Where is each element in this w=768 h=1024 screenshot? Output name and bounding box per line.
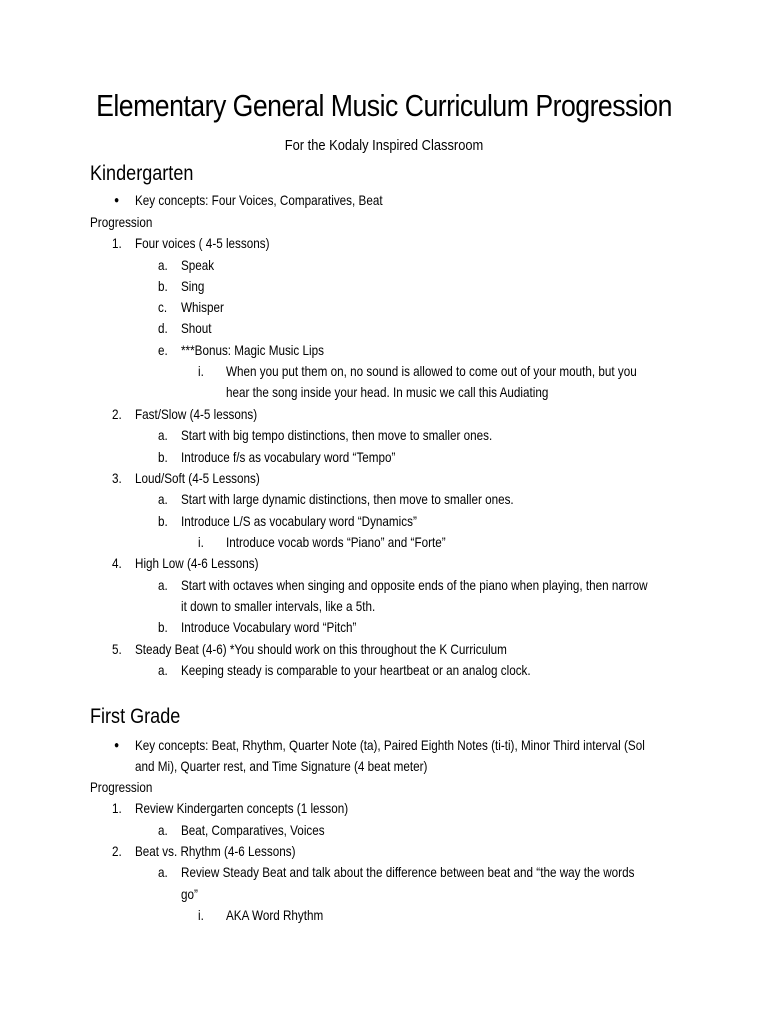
sub-sub-item-continued: hear the song inside your head. In music we call this Audiating xyxy=(226,385,549,400)
list-letter: b. xyxy=(158,450,168,465)
list-letter: e. xyxy=(158,343,168,358)
list-letter: b. xyxy=(158,620,168,635)
list-number: 5. xyxy=(112,642,122,657)
sub-item: Introduce f/s as vocabulary word “Tempo” xyxy=(181,450,396,465)
sub-sub-item: AKA Word Rhythm xyxy=(226,908,324,923)
sub-item: Start with octaves when singing and opposite ends of the piano when playing, then narrow xyxy=(181,578,648,593)
sub-item: Speak xyxy=(181,258,215,273)
list-number: 1. xyxy=(112,236,122,251)
page-subtitle: For the Kodaly Inspired Classroom xyxy=(284,137,484,154)
list-letter: a. xyxy=(158,865,168,880)
list-item: Loud/Soft (4-5 Lessons) xyxy=(135,471,260,486)
key-concepts-text-continued: and Mi), Quarter rest, and Time Signature (4 beat meter) xyxy=(135,759,428,774)
list-item: Four voices ( 4-5 lessons) xyxy=(135,236,270,251)
list-number: 1. xyxy=(112,801,122,816)
sub-item: Sing xyxy=(181,279,205,294)
progression-label: Progression xyxy=(90,780,153,795)
list-letter: b. xyxy=(158,514,168,529)
sub-item: Start with large dynamic distinctions, then move to smaller ones. xyxy=(181,492,514,507)
list-number: 2. xyxy=(112,844,122,859)
list-letter: a. xyxy=(158,428,168,443)
sub-item: Shout xyxy=(181,321,212,336)
sub-sub-item: Introduce vocab words “Piano” and “Forte” xyxy=(226,535,446,550)
bullet-marker: ● xyxy=(114,195,120,206)
list-letter: a. xyxy=(158,492,168,507)
list-letter: b. xyxy=(158,279,168,294)
list-number: 3. xyxy=(112,471,122,486)
sub-item: Review Steady Beat and talk about the difference between beat and “the way the words xyxy=(181,865,635,880)
sub-item: Introduce L/S as vocabulary word “Dynamics” xyxy=(181,514,417,529)
list-letter: a. xyxy=(158,578,168,593)
list-letter: a. xyxy=(158,663,168,678)
list-number: 4. xyxy=(112,556,122,571)
sub-sub-item: When you put them on, no sound is allowed to come out of your mouth, but you xyxy=(226,364,637,379)
section-heading-first-grade: First Grade xyxy=(90,705,181,728)
list-letter: a. xyxy=(158,823,168,838)
list-letter: c. xyxy=(158,300,168,315)
list-item: High Low (4-6 Lessons) xyxy=(135,556,259,571)
key-concepts-text: Key concepts: Four Voices, Comparatives, Beat xyxy=(135,193,383,208)
list-roman: i. xyxy=(198,908,204,923)
sub-item: ***Bonus: Magic Music Lips xyxy=(181,343,324,358)
list-roman: i. xyxy=(198,535,204,550)
section-heading-kindergarten: Kindergarten xyxy=(90,162,194,185)
page-title: Elementary General Music Curriculum Progression xyxy=(96,88,672,123)
list-item: Review Kindergarten concepts (1 lesson) xyxy=(135,801,349,816)
sub-item-continued: it down to smaller intervals, like a 5th. xyxy=(181,599,376,614)
list-item: Steady Beat (4-6) *You should work on this throughout the K Curriculum xyxy=(135,642,507,657)
sub-item: Start with big tempo distinctions, then move to smaller ones. xyxy=(181,428,493,443)
sub-item: Introduce Vocabulary word “Pitch” xyxy=(181,620,357,635)
sub-item: Beat, Comparatives, Voices xyxy=(181,823,325,838)
sub-item: Keeping steady is comparable to your heartbeat or an analog clock. xyxy=(181,663,531,678)
list-item: Fast/Slow (4-5 lessons) xyxy=(135,407,258,422)
sub-item-continued: go” xyxy=(181,887,198,902)
progression-label: Progression xyxy=(90,215,153,230)
bullet-marker: ● xyxy=(114,740,120,751)
key-concepts-text: Key concepts: Beat, Rhythm, Quarter Note (ta), Paired Eighth Notes (ti-ti), Minor Third interval (Sol xyxy=(135,738,645,753)
list-letter: a. xyxy=(158,258,168,273)
list-roman: i. xyxy=(198,364,204,379)
list-letter: d. xyxy=(158,321,168,336)
list-item: Beat vs. Rhythm (4-6 Lessons) xyxy=(135,844,296,859)
list-number: 2. xyxy=(112,407,122,422)
sub-item: Whisper xyxy=(181,300,224,315)
